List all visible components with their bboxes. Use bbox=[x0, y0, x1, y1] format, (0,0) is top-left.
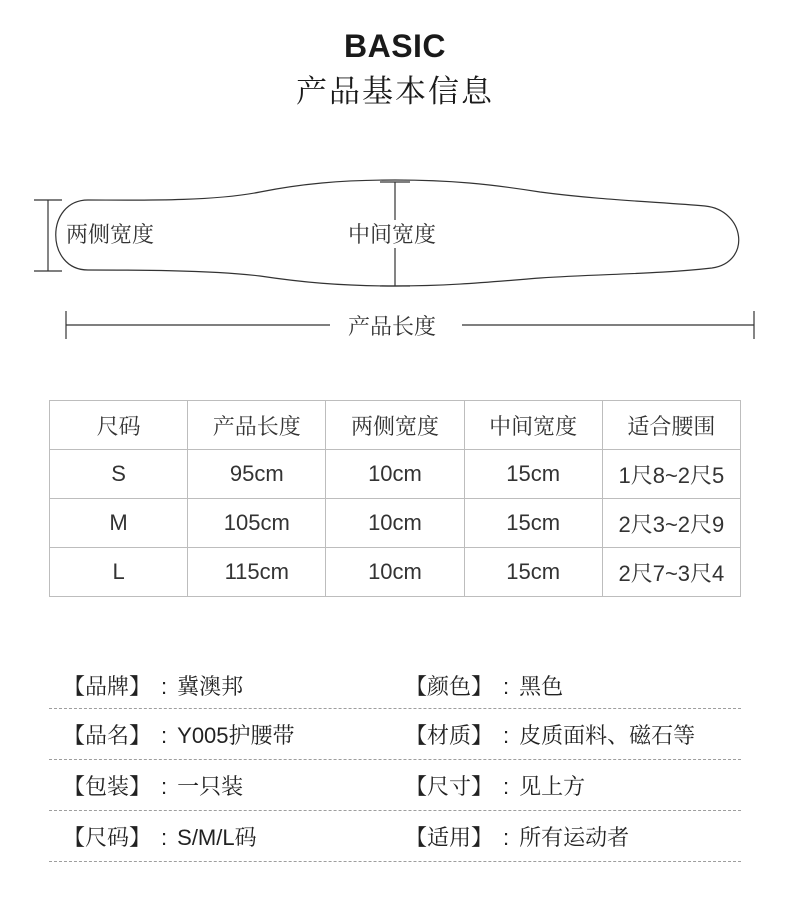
info-key: 【包装】 bbox=[63, 774, 152, 799]
info-value: 所有运动者 bbox=[519, 825, 630, 850]
info-brand bbox=[63, 670, 243, 701]
header-middle-width: 中间宽度 bbox=[464, 401, 602, 450]
page-title-en: BASIC bbox=[343, 28, 447, 64]
table-row bbox=[50, 548, 741, 597]
info-key: 【品牌】 bbox=[63, 674, 152, 699]
info-package bbox=[63, 770, 243, 801]
cell-waist: 2尺7~3尺4 bbox=[602, 548, 740, 597]
info-key: 【尺寸】 bbox=[405, 774, 494, 799]
table-row bbox=[50, 499, 741, 548]
cell-side-width: 10cm bbox=[326, 450, 464, 499]
info-key: 【尺码】 bbox=[63, 825, 152, 850]
info-value: S/M/L码 bbox=[177, 825, 257, 850]
info-separator: : bbox=[161, 723, 168, 748]
length-label: 产品长度 bbox=[348, 314, 437, 339]
info-sizes bbox=[63, 821, 257, 852]
info-separator: : bbox=[161, 825, 168, 850]
info-row bbox=[49, 709, 741, 760]
info-value: 皮质面料、磁石等 bbox=[519, 723, 696, 748]
cell-size: L bbox=[50, 548, 188, 597]
info-product-name bbox=[63, 719, 295, 750]
info-separator: : bbox=[161, 674, 168, 699]
cell-length: 105cm bbox=[188, 499, 326, 548]
table-row bbox=[50, 450, 741, 499]
info-separator: : bbox=[503, 674, 510, 699]
page-title-cn: 产品基本信息 bbox=[296, 74, 494, 109]
cell-side-width: 10cm bbox=[326, 499, 464, 548]
info-separator: : bbox=[161, 774, 168, 799]
info-suitable-for bbox=[405, 821, 629, 852]
cell-waist: 1尺8~2尺5 bbox=[602, 450, 740, 499]
belt-diagram bbox=[0, 170, 790, 350]
header-size: 尺码 bbox=[50, 401, 188, 450]
cell-waist: 2尺3~2尺9 bbox=[602, 499, 740, 548]
info-row bbox=[49, 811, 741, 862]
info-separator: : bbox=[503, 774, 510, 799]
size-table bbox=[49, 400, 741, 597]
info-key: 【适用】 bbox=[405, 825, 494, 850]
side-width-label: 两侧宽度 bbox=[66, 222, 155, 247]
info-value: 冀澳邦 bbox=[177, 674, 244, 699]
info-dimensions bbox=[405, 770, 585, 801]
cell-middle-width: 15cm bbox=[464, 450, 602, 499]
info-value: Y005护腰带 bbox=[177, 723, 295, 748]
cell-length: 95cm bbox=[188, 450, 326, 499]
info-key: 【材质】 bbox=[405, 723, 494, 748]
info-material bbox=[405, 719, 695, 750]
info-value: 黑色 bbox=[519, 674, 564, 699]
info-value: 一只装 bbox=[177, 774, 244, 799]
cell-size: M bbox=[50, 499, 188, 548]
info-row bbox=[49, 760, 741, 811]
info-row bbox=[49, 660, 741, 709]
cell-length: 115cm bbox=[188, 548, 326, 597]
cell-size: S bbox=[50, 450, 188, 499]
cell-side-width: 10cm bbox=[326, 548, 464, 597]
header-waist: 适合腰围 bbox=[602, 401, 740, 450]
info-separator: : bbox=[503, 825, 510, 850]
header-length: 产品长度 bbox=[188, 401, 326, 450]
header-side-width: 两侧宽度 bbox=[326, 401, 464, 450]
info-separator: : bbox=[503, 723, 510, 748]
middle-width-label: 中间宽度 bbox=[348, 222, 437, 247]
info-color bbox=[405, 670, 563, 701]
info-key: 【颜色】 bbox=[405, 674, 494, 699]
cell-middle-width: 15cm bbox=[464, 548, 602, 597]
product-info-list bbox=[49, 660, 741, 862]
cell-middle-width: 15cm bbox=[464, 499, 602, 548]
info-value: 见上方 bbox=[519, 774, 586, 799]
info-key: 【品名】 bbox=[63, 723, 152, 748]
size-table-header bbox=[50, 401, 741, 450]
